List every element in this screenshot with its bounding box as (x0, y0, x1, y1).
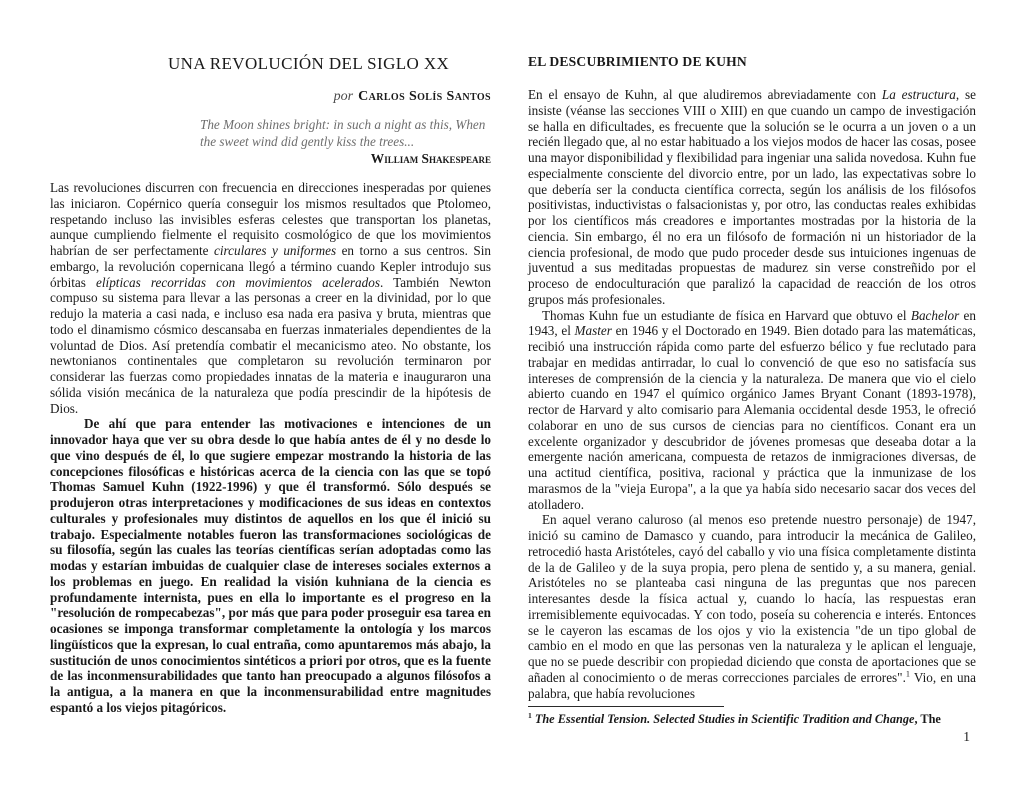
byline-prefix: por (333, 89, 354, 104)
footnote-text: The Essential Tension. Selected Studies in Scientific Tradition and Change, The (534, 712, 941, 726)
footnote-marker: 1 (528, 710, 532, 720)
article-title: UNA REVOLUCIÓN DEL SIGLO XX (168, 54, 450, 73)
epigraph-quote: The Moon shines bright: in such a night as this, When the sweet wind did gently kiss the trees... (200, 117, 486, 149)
epigraph-author: William Shakespeare (370, 151, 491, 166)
byline-author: Carlos Solís Santos (358, 89, 491, 104)
left-column (50, 180, 491, 716)
epigraph (200, 117, 491, 167)
paragraph-kuhn-harvard: Thomas Kuhn fue un estudiante de física en Harvard que obtuvo el Bachelor en 1943, el Master en 1946 y el Doctorado en 1949. Bien dotado para las matemáticas, recibió una instrucción rápida como parte del esfuerzo bélico y fue reclutado para trabajar en medidas antirradar, lo cual lo convenció de que eso no satisfacía sus intereses de comprensión de la ciencia y la naturaleza. De manera que vio el cielo abierto cuando en 1947 el químico orgánico James Bryant Conant (1893-1978), rector de Harvard y alto comisario para Alemania occidental desde 1953, le ofreció colaborar en uno de sus cursos de ciencias para no científicos. Conant era un excelente organizador y descubridor de jóvenes promesas que deseaba dotar a la emergente nación americana, compuesta de retazos de inmigraciones diversas, de una actitud científica, positiva, racional y práctica que la inmunizase de los marasmos de la "vieja Europa", a la que ya había sido necesario sacar dos veces del atolladero. (528, 307, 976, 512)
page-number: 1 (963, 729, 970, 744)
section-heading-descubrimiento: EL DESCUBRIMIENTO DE KUHN (528, 54, 747, 69)
footnote-separator (528, 706, 724, 707)
paragraph-camino-damasco: En aquel verano caluroso (al menos eso pretende nuestro personaje) de 1947, inició su camino de Damasco y cuando, para introducir la mecánica de Galileo, retrocedió hasta Aristóteles, cayó del caballo y vio una física completamente distinta de la de Galileo y de la suya propia, pero plena de sentido y, a su manera, genial. Aristóteles no se planteaba casi ninguna de las preguntas que nos parecen interesantes desde la física actual y, cuando lo hacía, las respuestas eran irremisiblemente equivocadas. Y con todo, poseía su coherencia e interés. Entonces se le cayeron las escamas de los ojos y vio la existencia "de un tipo global de cambio en el modo en que las personas ven la naturaleza y le aplican el lenguaje, que no se puede describir con propiedad diciendo que consta de aportaciones que se añaden al conocimiento o de meras correcciones parciales de errores".$^1$ Vio, en una palabra, que había revoluciones (528, 512, 976, 701)
right-column (528, 87, 976, 701)
byline (50, 89, 491, 105)
footnote (528, 712, 976, 727)
paragraph-kuhn-historiography: De ahí que para entender las motivaciones e intenciones de un innovador haya que ver su obra desde lo que había antes de él y no desde lo que vino después de él, lo que sugiere empezar mostrando la historia de las concepciones filosóficas e históricas acerca de la ciencia con las que se topó Thomas Samuel Kuhn (1922-1996) y que él transformó. Sólo después se produjeron otras interpretaciones y modificaciones de sus ideas en contextos culturales y profesionales muy distintos de aquellos en los que él inició su trabajo. Especialmente notables fueron las transformaciones sociológicas de su filosofía, según las cuales las teorías científicas serían adoptadas como las modas y estarían imbuidas de cualquier clase de intereses sociales externos a los problemas en juego. En realidad la visión kuhniana de la ciencia es profundamente internista, pues en ella lo importante es el progreso en la "resolución de rompecabezas", por más que para poder proseguir esa tarea en ocasiones se imponga transformar completamente la ontología y los marcos lingüísticos que la expresan, lo cual entraña, como apuntaremos más abajo, la sustitución de unos conocimientos sintéticos a priori por otros, que es la fuente de las inconmensurabilidades que tanto han preocupado a algunos filósofos a la antigua, a la manera en que la inconmensurabilidad entre magnitudes espantó a los viejos pitagóricos. (50, 416, 491, 715)
paragraph-revolutions-intro: Las revoluciones discurren con frecuencia en direcciones inesperadas por quienes las iniciaron. Copérnico quería conseguir los mismos resultados que Ptolomeo, respetando incluso las invisibles esferas celestes que transportan los planetas, aunque cumpliendo fielmente el requisito cosmológico de que los movimientos habrían de ser perfectamente circulares y uniformes en torno a sus centros. Sin embargo, la revolución copernicana llegó a término cuando Kepler introdujo sus órbitas elípticas recorridas con movimientos acelerados. También Newton compuso su sistema para llevar a las personas a creer en la divinidad, por lo que redujo la materia a casi nada, e incluso esa nada era pasiva y bruta, mientras que todo el dinamismo cósmico descansaba en fuerzas inmateriales dependientes de la voluntad de Dios. Así pretendía combatir el mecanicismo ateo. No obstante, los newtonianos continentales que completaron su revolución terminaron por considerar las fuerzas como propiedades innatas de la materia e inauguraron una sólida visión mecánica de la naturaleza que podía prescindir de la hipótesis de Dios. (50, 180, 491, 416)
paragraph-la-estructura: En el ensayo de Kuhn, al que aludiremos abreviadamente con La estructura, se insiste (véanse las secciones VIII o XIII) en que cuando un campo de investigación se halla en dificultades, es frecuente que la solución se le ocurra a un joven o a un recién llegado que, al no estar habituado a los viejos modos de hacer las cosas, posee una mayor disponibilidad y flexibilidad para ingeniar una salida novedosa. Kuhn fue especialmente consciente del divorcio entre, por un lado, las expectativas sobre lo que debería ser la conducta científica correcta, según los análisis de los filósofos positivistas, inductivistas o falsacionistas y, por otro, las conductas reales exhibidas por los científicos más creadores e importantes mostradas por la historia de la ciencia. Sin embargo, él no era un filósofo de formación ni un historiador de la ciencia profesional, de modo que pudo proceder desde sus intuiciones ingenuas de juventud a sus meditadas propuestas de madurez sin verse constreñido por el proceso de endoculturación que paralizó la capacidad de reacción de los otros grupos más profesionales. (528, 87, 976, 307)
